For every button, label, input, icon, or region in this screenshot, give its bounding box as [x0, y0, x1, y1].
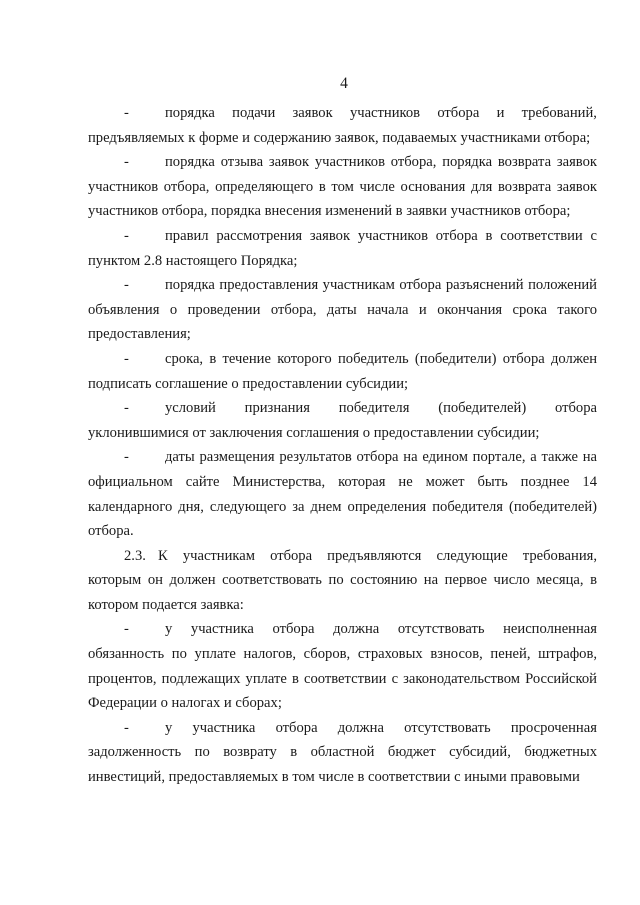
line-text: К участникам отбора предъявляются следующие требования,	[158, 547, 597, 564]
line-text: отбора.	[88, 523, 134, 540]
text-line	[88, 175, 597, 200]
word: отбора	[275, 719, 318, 736]
word: порядка	[165, 105, 215, 121]
paragraph	[88, 273, 597, 347]
bullet-line	[88, 396, 597, 421]
text-line	[88, 470, 597, 495]
clause-number: 2.3.	[124, 547, 146, 564]
line-text: участников отбора, определяющего в том числе основания для возврата заявок	[88, 178, 597, 195]
word: отсутствовать	[397, 621, 485, 638]
line-text: предъявляемых к форме и содержанию заявок, подаваемых участниками отбора;	[88, 129, 591, 146]
word: подачи	[232, 105, 276, 121]
text-line	[88, 421, 597, 446]
word: условий	[165, 400, 216, 417]
line-text: участников отбора, порядка внесения изменений в заявки участников отбора;	[88, 203, 571, 220]
bullet-line	[88, 224, 597, 249]
paragraph	[88, 396, 597, 445]
line-text: порядка предоставления участникам отбора разъяснений положений	[165, 277, 597, 294]
text-line	[88, 495, 597, 520]
word: должна	[337, 719, 384, 736]
text-line	[88, 298, 597, 323]
line-text: которым он должен соответствовать по состоянию на первое число месяца, в	[88, 572, 597, 589]
paragraph	[88, 445, 597, 543]
word: просроченная	[510, 719, 597, 736]
word: отбора	[554, 400, 597, 417]
line-text: инвестиций, предоставляемых в том числе в соответствии с иными правовыми	[88, 769, 580, 786]
word: должна	[333, 621, 380, 638]
line-text: предоставления;	[88, 326, 191, 343]
paragraph	[88, 716, 597, 790]
text-line	[88, 126, 597, 151]
word: участника	[192, 719, 256, 736]
text-line	[88, 249, 597, 274]
word: участника	[190, 621, 254, 638]
word: требований,	[521, 105, 597, 121]
bullet-line	[88, 617, 597, 642]
word: признания	[244, 400, 310, 417]
line-text: пунктом 2.8 настоящего Порядка;	[88, 252, 298, 269]
word: отбора	[272, 621, 315, 638]
list-dash: -	[124, 719, 129, 736]
word: у	[165, 621, 173, 638]
text-line	[88, 740, 597, 765]
text-line	[88, 642, 597, 667]
word: у	[165, 719, 173, 736]
word: отбора	[437, 105, 480, 121]
paragraph	[88, 101, 597, 150]
paragraph	[88, 347, 597, 396]
word: заявок	[292, 105, 333, 121]
bullet-line	[88, 347, 597, 372]
list-dash: -	[124, 277, 129, 294]
word: победителя	[338, 400, 410, 417]
line-text: Федерации о налогах и сборах;	[88, 695, 282, 712]
word: участников	[349, 105, 421, 121]
paragraph	[88, 544, 597, 618]
line-text: подписать соглашение о предоставлении субсидии;	[88, 375, 409, 392]
list-dash: -	[124, 154, 129, 171]
word: и	[496, 105, 505, 121]
line-text: процентов, подлежащих уплате в соответствии с законодательством Российской	[88, 670, 597, 687]
paragraph	[88, 150, 597, 224]
paragraph	[88, 224, 597, 273]
list-dash: -	[124, 227, 129, 244]
line-text: котором подается заявка:	[88, 596, 244, 613]
line-text: правил рассмотрения заявок участников отбора в соответствии с	[165, 227, 597, 244]
bullet-line	[88, 445, 597, 470]
text-line	[88, 322, 597, 347]
bullet-line	[88, 101, 597, 126]
document-body	[88, 101, 597, 790]
list-dash: -	[124, 350, 129, 367]
text-line	[88, 691, 597, 716]
line-text: задолженность по возврату в областной бюджет субсидий, бюджетных	[88, 744, 597, 761]
text-line	[88, 593, 597, 618]
text-line	[88, 372, 597, 397]
page-number: 4	[340, 75, 348, 92]
list-dash: -	[124, 400, 129, 417]
text-line	[88, 667, 597, 692]
line-text: календарного дня, следующего за днем определения победителя (победителей)	[88, 498, 597, 515]
text-line	[88, 765, 597, 790]
text-line	[88, 519, 597, 544]
word: неисполненная	[503, 621, 597, 638]
word: (победителей)	[438, 400, 527, 417]
line-text: объявления о проведении отбора, даты начала и окончания срока такого	[88, 301, 597, 318]
list-dash: -	[124, 621, 129, 638]
list-dash: -	[124, 105, 129, 121]
paragraph	[88, 617, 597, 715]
bullet-line	[88, 716, 597, 741]
line-text: даты размещения результатов отбора на едином портале, а также на	[165, 449, 597, 466]
text-line	[88, 199, 597, 224]
line-text: обязанность по уплате налогов, сборов, страховых взносов, пеней, штрафов,	[88, 646, 597, 663]
line-text: срока, в течение которого победитель (победители) отбора должен	[165, 350, 597, 367]
bullet-line	[88, 273, 597, 298]
word: отсутствовать	[404, 719, 491, 736]
text-line	[88, 544, 597, 569]
text-line	[88, 568, 597, 593]
bullet-line	[88, 150, 597, 175]
line-text: уклонившимися от заключения соглашения о предоставлении субсидии;	[88, 424, 540, 441]
line-text: порядка отзыва заявок участников отбора, порядка возврата заявок	[165, 154, 597, 171]
list-dash: -	[124, 449, 129, 466]
line-text: официальном сайте Министерства, которая не может быть позднее 14	[88, 473, 597, 490]
